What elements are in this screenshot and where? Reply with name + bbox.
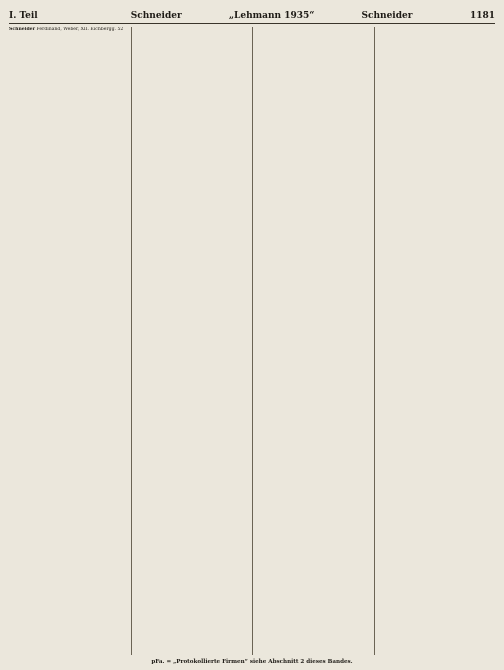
entry-list xyxy=(9,27,128,33)
directory-columns xyxy=(9,27,495,655)
directory-entry xyxy=(9,27,128,33)
entry-surname: Schneider xyxy=(9,27,36,32)
directory-column-1 xyxy=(9,27,131,655)
part-label: I. Teil xyxy=(9,11,38,21)
page-header xyxy=(9,6,495,24)
directory-column-2 xyxy=(131,27,253,655)
page-number: 1181 xyxy=(469,11,495,21)
directory-title: „Lehmann 1935“ xyxy=(228,11,315,21)
directory-column-4 xyxy=(374,27,496,655)
right-running-head: Schneider xyxy=(361,11,413,21)
directory-column-3 xyxy=(252,27,374,655)
footer-note: pFa. = „Protokollierte Firmen“ siehe Abschnitt 2 dieses Bandes. xyxy=(151,659,353,665)
entry-details: Ferdinand, Weber, XII. Eichbergg. 52 xyxy=(36,27,124,32)
left-running-head: Schneider xyxy=(130,11,182,21)
